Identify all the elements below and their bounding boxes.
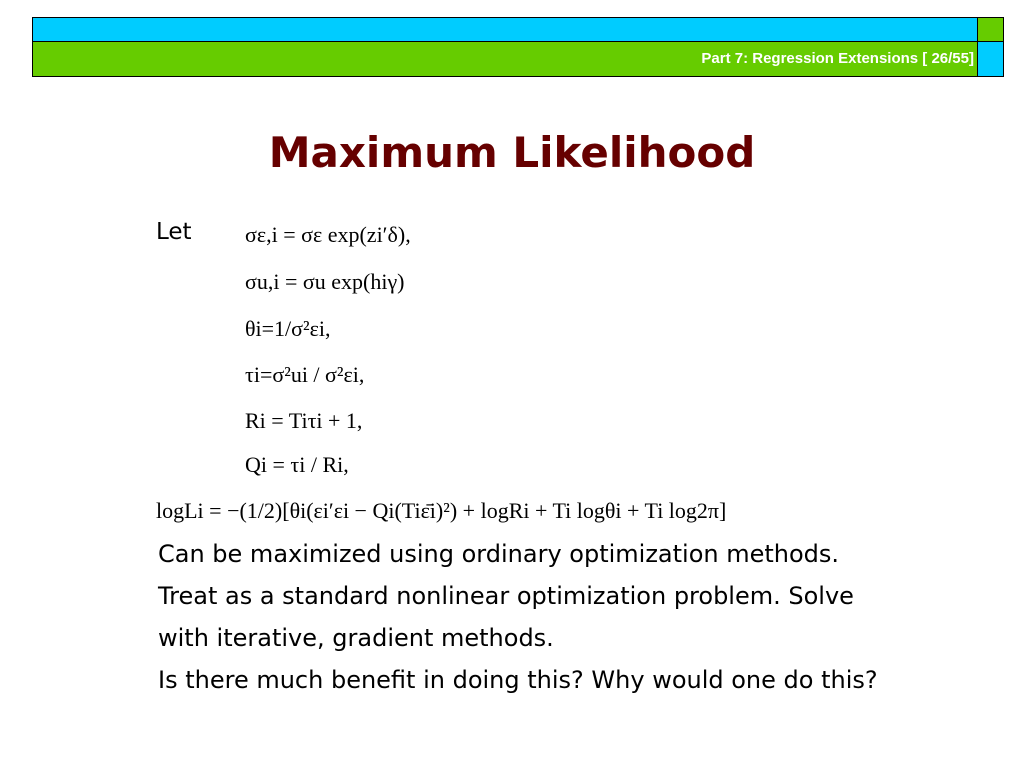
header-caption: Part 7: Regression Extensions [ 26/55]: [701, 50, 974, 67]
let-label: Let: [156, 219, 192, 245]
equation-4: τi=σ²ui / σ²εi,: [245, 362, 365, 387]
log-likelihood-equation: logLi = −(1/2)[θi(εi′εi − Qi(Tiε̄i)²) + logRi + Ti logθi + Ti log2π]: [156, 498, 727, 523]
equation-3: θi=1/σ²εi,: [245, 316, 331, 341]
body-line-3: with iterative, gradient methods.: [158, 624, 554, 652]
header-bar-top: [32, 17, 978, 42]
equation-6: Qi = τi / Ri,: [245, 452, 349, 477]
body-line-4: Is there much benefit in doing this? Why would one do this?: [158, 666, 878, 694]
equation-5: Ri = Tiτi + 1,: [245, 408, 363, 433]
equation-2: σu,i = σu exp(hiγ): [245, 269, 405, 294]
slide-title: Maximum Likelihood: [268, 128, 756, 177]
header-corner-square-top: [977, 17, 1004, 42]
equation-1: σε,i = σε exp(zi′δ),: [245, 222, 411, 247]
body-line-2: Treat as a standard nonlinear optimization problem. Solve: [158, 582, 854, 610]
header-corner-square-bottom: [977, 41, 1004, 77]
body-line-1: Can be maximized using ordinary optimization methods.: [158, 540, 840, 568]
